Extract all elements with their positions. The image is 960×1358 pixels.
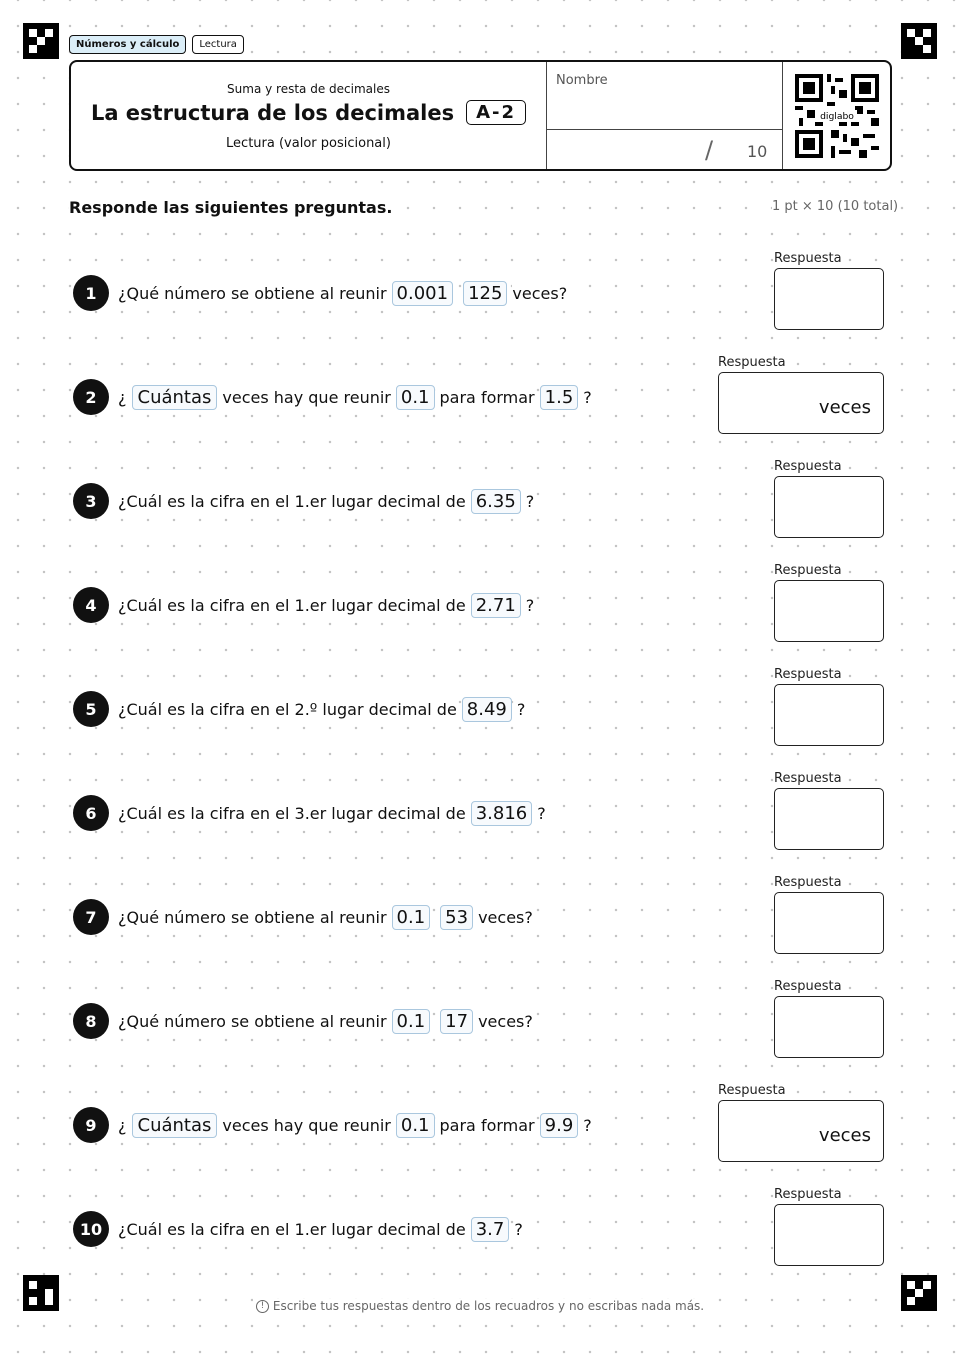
tag-type: Lectura [192,35,244,54]
answer-unit: veces [818,397,871,418]
svg-text:diglabo: diglabo [820,111,854,123]
answer-label: Respuesta [774,459,842,474]
question-text: ¿Qué número se obtiene al reunir [118,1011,387,1031]
number-box: 17 [440,1009,473,1034]
highlighted-word: Cuántas [132,1113,218,1138]
question-5 [73,691,525,727]
title-block [71,62,547,169]
question-number: 4 [73,587,109,623]
question-4 [73,587,534,623]
question-text: ? [516,699,526,719]
answer-box-3[interactable] [774,476,884,538]
answer-label: Respuesta [774,1187,842,1202]
highlighted-word: Cuántas [132,385,218,410]
worksheet-code: A-2 [466,100,526,125]
number-box: 0.1 [396,385,435,410]
question-text: ¿ [118,1115,127,1135]
question-text: ¿ [118,387,127,407]
answer-label: Respuesta [774,667,842,682]
worksheet-header [69,60,892,171]
question-8 [73,1003,533,1039]
qr-code-icon [795,74,879,158]
question-text: veces? [478,1011,533,1031]
answer-box-8[interactable] [774,996,884,1058]
question-10 [73,1211,523,1247]
number-box: 9.9 [540,1113,579,1138]
corner-marker-top-left [23,23,59,59]
name-score-block [547,62,783,169]
question-number: 8 [73,1003,109,1039]
score-total: 10 [747,142,768,161]
number-box: 53 [440,905,473,930]
instructions: Responde las siguientes preguntas. [69,198,393,217]
question-number: 2 [73,379,109,415]
answer-unit: veces [818,1125,871,1146]
question-text: veces? [478,907,533,927]
category-tags [69,35,244,54]
question-9 [73,1107,592,1143]
footer-text: Escribe tus respuestas dentro de los recuadros y no escribas nada más. [272,1299,705,1313]
answer-box-2[interactable] [718,372,884,434]
number-box: 0.1 [396,1113,435,1138]
number-box: 8.49 [462,697,512,722]
answer-label: Respuesta [774,771,842,786]
question-number: 1 [73,275,109,311]
question-text: ¿Cuál es la cifra en el 3.er lugar decimal de [118,803,466,823]
question-text: veces hay que reunir [222,1115,391,1135]
question-2 [73,379,592,415]
question-text: ¿Cuál es la cifra en el 2.º lugar decimal de [118,699,457,719]
question-number: 9 [73,1107,109,1143]
question-text: ? [583,387,592,407]
answer-box-10[interactable] [774,1204,884,1266]
answer-label: Respuesta [774,563,842,578]
divider [547,129,782,130]
number-box: 1.5 [540,385,579,410]
number-box: 0.001 [392,281,454,306]
answer-label: Respuesta [774,979,842,994]
question-text: veces hay que reunir [222,387,391,407]
question-text: ? [525,595,535,615]
number-box: 0.1 [392,1009,431,1034]
question-3 [73,483,534,519]
number-box: 2.71 [471,593,521,618]
question-text: ? [583,1115,592,1135]
number-box: 6.35 [471,489,521,514]
number-box: 125 [463,281,507,306]
points-info: 1 pt × 10 (10 total) [772,199,899,214]
answer-box-5[interactable] [774,684,884,746]
question-text: para formar [439,387,535,407]
number-box: 3.816 [471,801,533,826]
question-text: ¿Cuál es la cifra en el 1.er lugar decimal de [118,1219,466,1239]
corner-marker-top-right [901,23,937,59]
question-number: 10 [73,1211,109,1247]
tag-category: Números y cálculo [69,35,186,54]
answer-box-4[interactable] [774,580,884,642]
question-text: ¿Qué número se obtiene al reunir [118,283,387,303]
question-7 [73,899,533,935]
answer-box-1[interactable] [774,268,884,330]
question-text: veces? [512,283,568,303]
number-box: 3.7 [471,1217,510,1242]
name-label: Nombre [556,73,608,88]
answer-box-9[interactable] [718,1100,884,1162]
title-row [71,100,546,125]
score-slash: / [705,136,714,164]
subject: Suma y resta de decimales [227,82,390,96]
footer-note [0,1299,960,1313]
question-text: ? [514,1219,523,1239]
answer-label: Respuesta [774,875,842,890]
answer-label: Respuesta [774,251,842,266]
question-1 [73,275,567,311]
question-text: para formar [439,1115,535,1135]
page-title: La estructura de los decimales [90,100,455,125]
question-text: ? [525,491,535,511]
question-number: 6 [73,795,109,831]
question-number: 5 [73,691,109,727]
question-number: 7 [73,899,109,935]
answer-box-7[interactable] [774,892,884,954]
number-box: 0.1 [392,905,431,930]
warning-icon: ! [256,1300,269,1313]
subtitle: Lectura (valor posicional) [226,136,391,151]
question-text: ¿Cuál es la cifra en el 1.er lugar decimal de [118,491,466,511]
answer-label: Respuesta [718,1083,786,1098]
question-text: ? [537,803,546,823]
question-6 [73,795,546,831]
question-text: ¿Cuál es la cifra en el 1.er lugar decimal de [118,595,466,615]
question-number: 3 [73,483,109,519]
question-text: ¿Qué número se obtiene al reunir [118,907,387,927]
answer-box-6[interactable] [774,788,884,850]
answer-label: Respuesta [718,355,786,370]
